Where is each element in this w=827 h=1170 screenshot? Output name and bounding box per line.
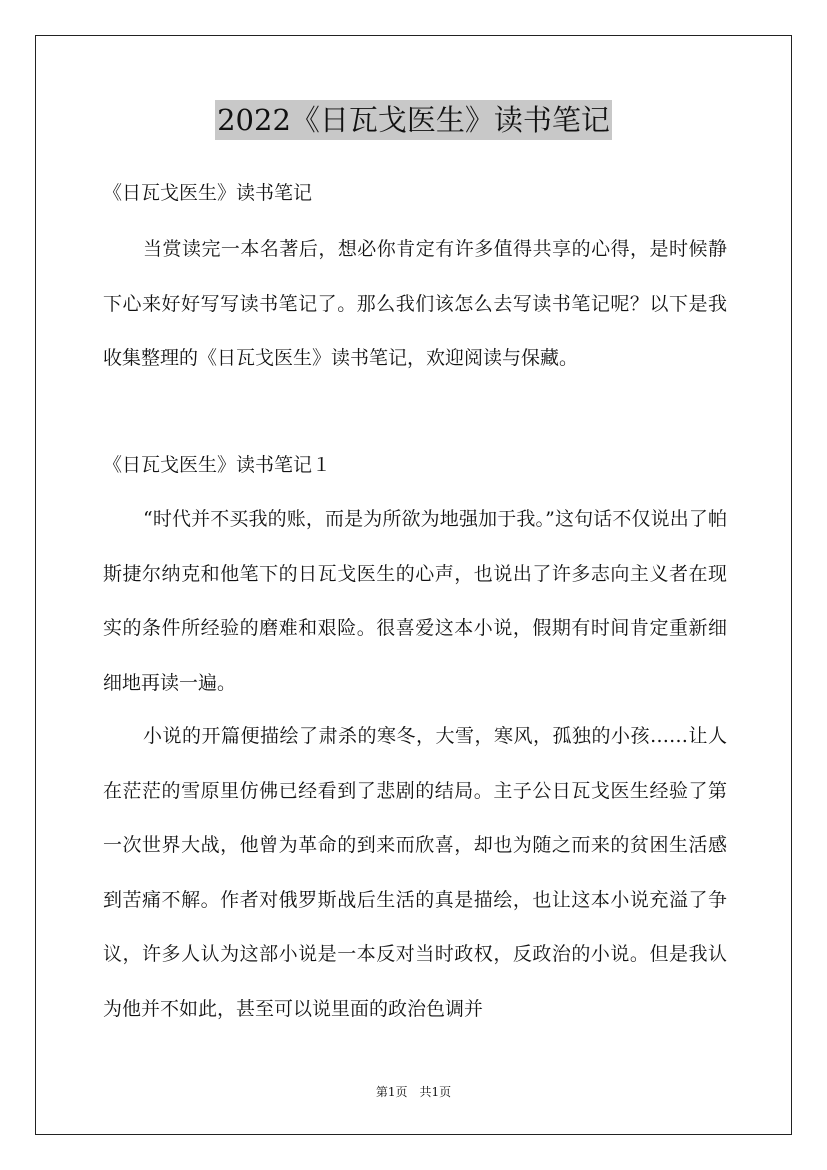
document-title <box>0 100 827 147</box>
body-paragraph-2: 小说的开篇便描绘了肃杀的寒冬，大雪，寒风，孤独的小孩……让人在茫茫的雪原里仿佛已经看到了悲剧的结局。主子公日瓦戈医生经验了第一次世界大战，他曾为革命的到来而欣喜，却也为随之而来的贫困生活感到苦痛不解。作者对俄罗斯战后生活的真是描绘，也让这本小说充溢了争议，许多人认为这部小说是一本反对当时政权，反政治的小说。但是我认为他并不如此，甚至可以说里面的政治色调并 <box>103 725 727 1020</box>
document-title-text: 2022《日瓦戈医生》读书笔记 <box>215 100 612 140</box>
body-paragraph-1: “时代并不买我的账，而是为所欲为地强加于我。”这句话不仅说出了帕斯捷尔纳克和他笔下的日瓦戈医生的心声，也说出了许多志向主义者在现实的条件所经验的磨难和艰险。很喜爱这本小说，假期有时间肯定重新细细地再读一遍。 <box>103 508 727 694</box>
section-heading: 《日瓦戈医生》读书笔记１ <box>103 454 332 476</box>
document-subtitle: 《日瓦戈医生》读书笔记 <box>103 182 313 204</box>
intro-paragraph: 当赏读完一本名著后，想必你肯定有许多值得共享的心得，是时候静下心来好好写写读书笔记了。那么我们该怎么去写读书笔记呢？以下是我收集整理的《日瓦戈医生》读书笔记，欢迎阅读与保藏。 <box>103 238 727 369</box>
page-footer: 第1页 共1页 <box>375 1085 452 1099</box>
